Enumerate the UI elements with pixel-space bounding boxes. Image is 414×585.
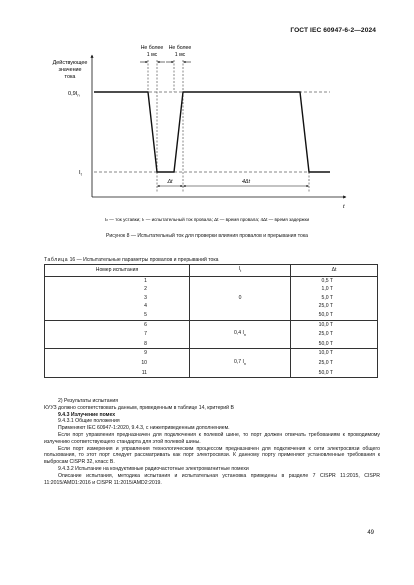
figure-8-waveform [0,0,414,230]
cell-test-number: 4 [45,302,190,311]
cell-it [190,285,291,294]
col-header-test-number: Номер испытания [45,265,190,277]
note-right-line2: 1 мс [174,52,186,58]
table-row [45,302,378,311]
note-left-line1: Не более [140,45,164,51]
cell-it: 0,7 $I_n$ [190,358,291,369]
cell-it: 0 [190,294,291,303]
note-right-line1: Не более [168,45,192,51]
cell-test-number: 5 [45,311,190,320]
cell-test-number: 1 [45,276,190,285]
cell-it [190,302,291,311]
col-header-delta-t: Δt [291,265,378,277]
paragraph: 2) Результаты испытания [58,398,119,404]
table-row [45,329,378,340]
cell-test-number: 11 [45,369,190,378]
cell-delta-t: 50,0 T [291,311,378,320]
dim-delta-t-label: Δt [167,179,173,185]
cell-it [190,276,291,285]
table-row [45,285,378,294]
table-title-text: 16 — Испытательные параметры провалов и прерываний тока [69,257,219,263]
cell-delta-t: 50,0 T [291,369,378,378]
cell-test-number: 10 [45,358,190,369]
section-heading: 9.4.3 Излучение помех [58,411,116,418]
cell-test-number: 8 [45,340,190,349]
cell-delta-t: 10,0 T [291,320,378,329]
cell-test-number: 3 [45,294,190,303]
paragraph: Описание испытания, методика испытания и испытательная установка приведены в разделе 7 CISPR 11:2015, CISPR 11:2015/AMD1:2016 и CISPR 11:2015/AMD2:2019. [44,472,380,486]
y-axis-label-line3: тока [64,74,76,80]
cell-delta-t: 25,0 T [291,358,378,369]
cell-delta-t: 25,0 T [291,302,378,311]
table-row [45,358,378,369]
cell-delta-t: 5,0 T [291,294,378,303]
document-header: ГОСТ IEC 60947-6-2—2024 [290,27,376,34]
cell-it [190,311,291,320]
paragraph: Если порт управления предназначен для подключения к полевой шине, то порт должен отвечать требованиям к проводимому излучению соответствующего стандарта для этой полевой шины. [44,431,380,445]
dim-4-delta-t-label: 4Δt [241,179,251,185]
page-number: 49 [367,530,374,536]
cell-test-number: 7 [45,329,190,340]
cell-delta-t: 25,0 T [291,329,378,340]
cell-delta-t: 1,0 T [291,285,378,294]
table-row [45,294,378,303]
cell-test-number: 6 [45,320,190,329]
cell-test-number: 9 [45,349,190,358]
cell-test-number: 2 [45,285,190,294]
figure-legend: Iₙ — ток уставки; Iₜ — испытательный ток провала; Δt — время провала; 4Δt — время задержки [104,217,310,222]
table-row [45,320,378,329]
test-parameters-table [44,264,378,378]
table-row [45,311,378,320]
table-row [45,340,378,349]
label-it: $I_t$ [79,170,82,177]
paragraph: КУУЗ должно соответствовать данным, приведенным в таблице 14, критерий В [44,404,234,411]
table-row [45,349,378,358]
table-row [45,276,378,285]
cell-it: 0,4 $I_n$ [190,329,291,340]
paragraph: Применяют IEC 60947-1:2020, 9.4.3, с нижеприведенным дополнением. [58,425,230,432]
cell-delta-t: 0,5 T [291,276,378,285]
cell-it [190,369,291,378]
cell-it [190,349,291,358]
table-title [44,257,219,263]
cell-delta-t: 10,0 T [291,349,378,358]
subsection-heading: 9.4.3.1 Общие положения [58,418,120,425]
note-left-line2: 1 мс [146,52,158,58]
table-title-label: Таблица [44,257,69,263]
body-text [44,398,380,486]
col-header-it: $I_t$ [190,265,291,277]
table-row [45,369,378,378]
cell-it [190,340,291,349]
test-current-waveform [94,92,330,172]
subsection-heading: 9.4.3.2 Испытание на кондуктивные радиочастотные электромагнитные помехи [58,465,249,472]
paragraph: Если порт измерения и управления технологическим процессом предназначен для подключения к сети электросвязи общего пользования, то этот порт следует рассматривать как порт электросвязи. К данному порту применяют установленные требования к выбросам CISPR 32, класс В. [44,445,380,466]
y-axis-label-line1: Действующее [52,60,88,66]
y-axis-label-line2: значение [58,67,82,73]
figure-caption: Рисунок 8 — Испытательный ток для проверки влияния провалов и прерывания тока [105,233,309,239]
cell-delta-t: 50,0 T [291,340,378,349]
x-axis-label: t [343,204,345,210]
cell-it [190,320,291,329]
label-09in: $0,9I_n$ [68,91,80,98]
